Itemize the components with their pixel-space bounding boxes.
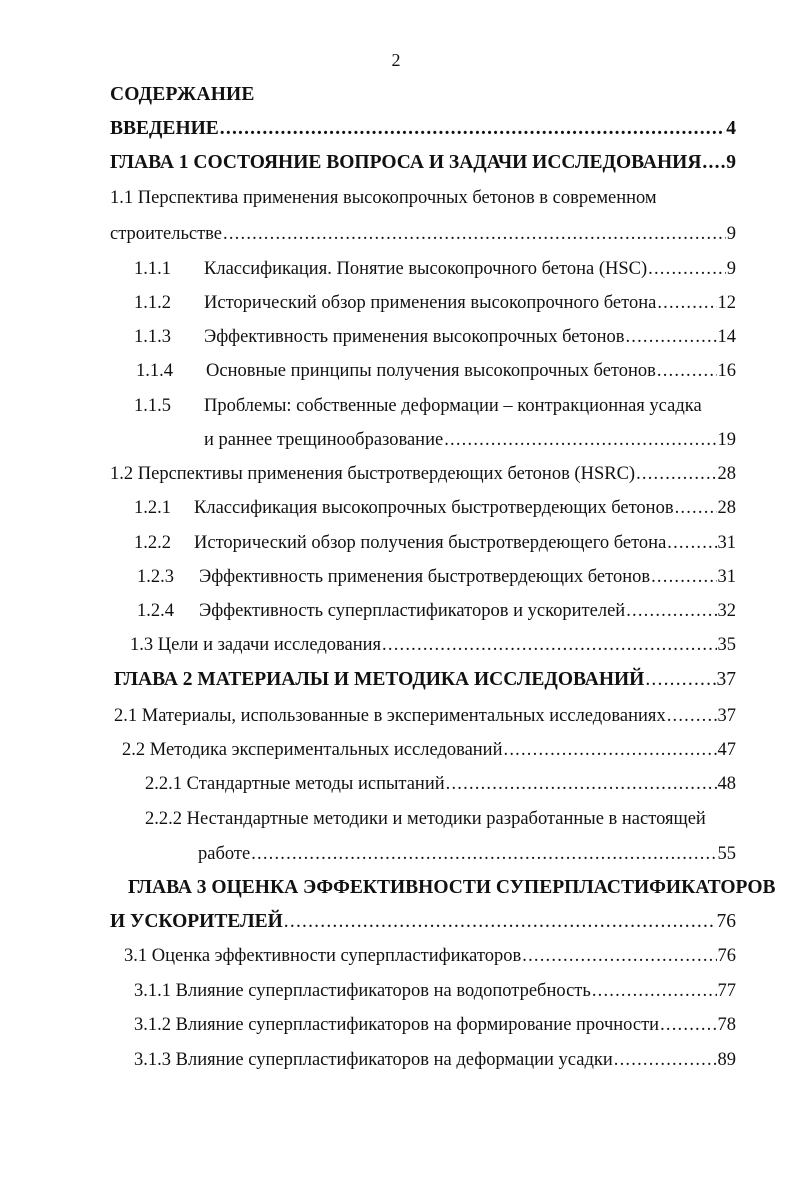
toc-entry-title: И УСКОРИТЕЛЕЙ [110,911,283,932]
toc-entry-section-2-1 [114,703,736,729]
toc-entry-1-2-3 [137,564,736,590]
page-number: 2 [391,50,401,70]
dot-leader [702,150,725,176]
toc-entry-page: 14 [717,327,736,347]
toc-entry-page: 28 [717,464,736,484]
toc-entry-page: 35 [717,635,736,655]
toc-entry-chapter-3-line1: ГЛАВА 3 ОЦЕНКА ЭФФЕКТИВНОСТИ СУПЕРПЛАСТИФИКАТОРОВ [128,877,776,898]
toc-entry-title: 3.1.3 Влияние суперпластификаторов на деформации усадки [134,1050,613,1070]
toc-entry-1-1-3 [134,324,736,350]
toc-entry-section-3-1 [124,943,736,969]
toc-entry-1-2-4 [137,598,736,624]
toc-entry-page: 47 [717,740,736,760]
toc-entry-page: 16 [717,361,736,381]
toc-entry-page: 76 [716,911,736,932]
dot-leader [675,495,717,521]
toc-entry-page: 89 [717,1050,736,1070]
dot-leader [382,632,716,658]
toc-entry-page: 31 [717,567,736,587]
toc-entry-page: 48 [717,774,736,794]
dot-leader [592,978,717,1004]
toc-entry-page: 76 [717,946,736,966]
dot-leader [625,324,716,350]
toc-entry-number: 1.1.2 [134,293,171,313]
dot-leader [651,564,716,590]
dot-leader [626,598,716,624]
dot-leader [220,116,725,142]
toc-entry-page: 37 [717,706,736,726]
toc-entry-title: ГЛАВА 1 СОСТОЯНИЕ ВОПРОСА И ЗАДАЧИ ИССЛЕДОВАНИЯ [110,152,702,173]
toc-title: СОДЕРЖАНИЕ [110,84,255,105]
toc-entry-title: и раннее трещинообразование [204,430,444,450]
toc-entry-page: 9 [726,259,736,279]
toc-entry-number: 1.2.4 [137,601,174,621]
toc-entry-title-line1: Проблемы: собственные деформации – контракционная усадка [204,396,702,416]
toc-entry-introduction [110,116,736,142]
toc-entry-section-1-3 [130,632,736,658]
dot-leader [504,737,717,763]
toc-entry-section-1-2 [110,461,736,487]
toc-entry-page: 37 [716,669,736,690]
toc-entry-number: 1.1.3 [134,327,171,347]
toc-entry-title: 1.3 Цели и задачи исследования [130,635,382,655]
toc-entry-1-1-1 [134,256,736,282]
toc-entry-title: 2.1 Материалы, использованные в экспериментальных исследованиях [114,706,666,726]
dot-leader [444,427,716,453]
toc-entry-title: ГЛАВА 2 МАТЕРИАЛЫ И МЕТОДИКА ИССЛЕДОВАНИЙ [114,669,645,690]
toc-entry-title: Основные принципы получения высокопрочных бетонов [206,361,656,381]
dot-leader [645,667,715,693]
toc-entry-page: 9 [726,224,736,244]
toc-entry-number: 1.2.2 [134,533,171,553]
toc-entry-1-2-1 [134,495,736,521]
dot-leader [284,909,716,935]
toc-entry-section-2-2 [122,737,736,763]
toc-entry-page: 12 [717,293,736,313]
toc-entry-title: Классификация. Понятие высокопрочного бетона (HSC) [204,259,648,279]
dot-leader [251,841,716,867]
toc-entry-3-1-2 [134,1012,736,1038]
toc-entry-number: 1.1.4 [136,361,173,381]
toc-entry-page: 9 [726,152,736,173]
toc-entry-1-1-5 [204,427,736,453]
toc-entry-1-2-2 [134,530,736,556]
dot-leader [657,358,717,384]
toc-entry-title: работе [198,844,251,864]
dot-leader [660,1012,716,1038]
toc-entry-page: 32 [717,601,736,621]
dot-leader [223,221,726,247]
toc-entry-1-1-4 [136,358,736,384]
dot-leader [614,1047,717,1073]
toc-entry-2-2-2-line1: 2.2.2 Нестандартные методики и методики разработанные в настоящей [145,809,706,829]
toc-entry-title: Эффективность применения высокопрочных бетонов [204,327,625,347]
toc-entry-1-1-5-line1 [134,393,702,419]
toc-entry-title: 3.1.2 Влияние суперпластификаторов на формирование прочности [134,1015,660,1035]
toc-entry-section-1-1 [110,221,736,247]
toc-entry-title: 3.1 Оценка эффективности суперпластификаторов [124,946,522,966]
toc-entry-3-1-3 [134,1047,736,1073]
dot-leader [667,703,717,729]
dot-leader [636,461,716,487]
toc-entry-number: 1.1.1 [134,259,171,279]
toc-entry-title: Исторический обзор получения быстротвердеющего бетона [194,533,667,553]
toc-entry-number: 1.2.1 [134,498,171,518]
toc-entry-title: Эффективность суперпластификаторов и ускорителей [199,601,626,621]
toc-entry-title: 1.2 Перспективы применения быстротвердеющих бетонов (HSRC) [110,464,636,484]
toc-entry-section-1-1-line1: 1.1 Перспектива применения высокопрочных бетонов в современном [110,188,657,208]
dot-leader [446,771,717,797]
dot-leader [667,530,716,556]
toc-entry-title: 2.2 Методика экспериментальных исследований [122,740,503,760]
toc-entry-page: 77 [717,981,736,1001]
dot-leader [657,290,716,316]
toc-entry-1-1-2 [134,290,736,316]
toc-entry-page: 78 [717,1015,736,1035]
dot-leader [522,943,716,969]
toc-entry-title: 2.2.1 Стандартные методы испытаний [145,774,445,794]
toc-entry-title: строительстве [110,224,223,244]
toc-entry-chapter-3 [110,909,736,935]
toc-entry-page: 28 [717,498,736,518]
toc-entry-title: 3.1.1 Влияние суперпластификаторов на водопотребность [134,981,591,1001]
toc-entry-3-1-1 [134,978,736,1004]
toc-entry-chapter-1 [110,150,736,176]
toc-entry-number: 1.1.5 [134,396,171,416]
toc-entry-2-2-1 [145,771,736,797]
dot-leader [648,256,726,282]
toc-entry-2-2-2 [198,841,736,867]
toc-entry-title: Исторический обзор применения высокопрочного бетона [204,293,657,313]
toc-entry-title: ВВЕДЕНИЕ [110,118,219,139]
toc-entry-page: 19 [717,430,736,450]
toc-entry-title: Эффективность применения быстротвердеющих бетонов [199,567,651,587]
toc-entry-title: Классификация высокопрочных быстротвердеющих бетонов [194,498,674,518]
toc-entry-page: 4 [726,118,736,139]
toc-entry-chapter-2 [114,667,736,693]
toc-entry-page: 55 [717,844,736,864]
toc-entry-number: 1.2.3 [137,567,174,587]
toc-entry-page: 31 [717,533,736,553]
